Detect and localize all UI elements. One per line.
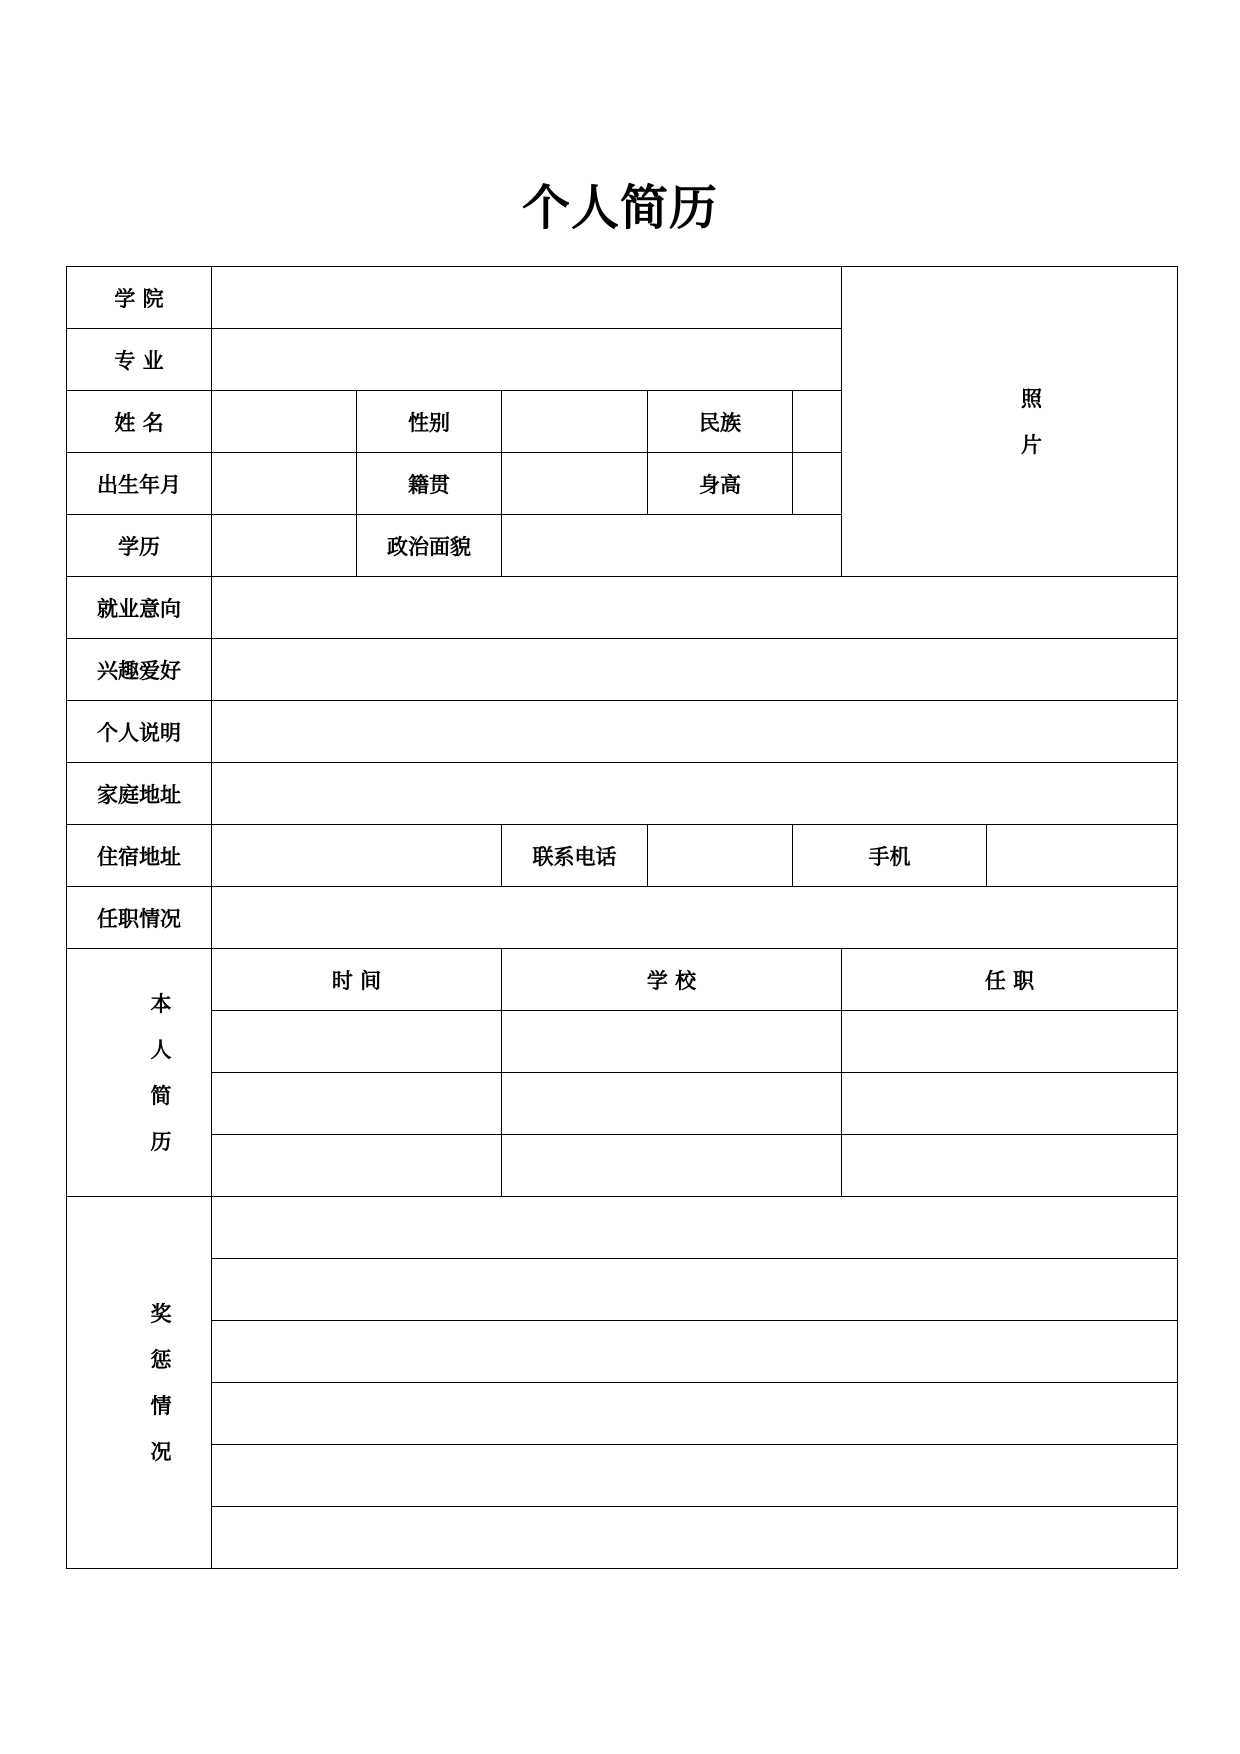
awards-section-text: 奖惩情况 [150, 1301, 172, 1464]
label-personal-statement: 个人说明 [67, 701, 212, 763]
row-dorm-address [67, 825, 1178, 887]
college-field[interactable] [212, 267, 842, 329]
awards-line[interactable] [212, 1259, 1178, 1321]
awards-section-label [67, 1197, 212, 1569]
major-field[interactable] [212, 329, 842, 391]
home-address-field[interactable] [212, 763, 1178, 825]
resume-row [67, 1135, 1178, 1197]
dorm-address-field[interactable] [212, 825, 502, 887]
label-height: 身高 [648, 453, 793, 515]
resume-time-cell[interactable] [212, 1135, 502, 1197]
awards-row [67, 1383, 1178, 1445]
label-gender: 性别 [357, 391, 502, 453]
resume-position-cell[interactable] [842, 1135, 1178, 1197]
label-mobile: 手机 [793, 825, 987, 887]
hobbies-field[interactable] [212, 639, 1178, 701]
resume-header-time: 时 间 [212, 949, 502, 1011]
resume-section-text: 本人简历 [150, 991, 172, 1154]
resume-row [67, 1011, 1178, 1073]
resume-row [67, 1073, 1178, 1135]
row-hobbies [67, 639, 1178, 701]
label-dorm-address: 住宿地址 [67, 825, 212, 887]
contact-phone-field[interactable] [648, 825, 793, 887]
awards-row [67, 1197, 1178, 1259]
resume-position-cell[interactable] [842, 1011, 1178, 1073]
label-major: 专 业 [67, 329, 212, 391]
mobile-field[interactable] [987, 825, 1178, 887]
gender-field[interactable] [502, 391, 648, 453]
row-job-intention [67, 577, 1178, 639]
awards-line[interactable] [212, 1321, 1178, 1383]
label-birth: 出生年月 [67, 453, 212, 515]
awards-line[interactable] [212, 1383, 1178, 1445]
label-education: 学历 [67, 515, 212, 577]
name-field[interactable] [212, 391, 357, 453]
label-political-status: 政治面貌 [357, 515, 502, 577]
education-field[interactable] [212, 515, 357, 577]
political-status-field[interactable] [502, 515, 842, 577]
awards-row [67, 1445, 1178, 1507]
row-positions [67, 887, 1178, 949]
resume-header-row [67, 949, 1178, 1011]
personal-statement-field[interactable] [212, 701, 1178, 763]
row-college [67, 267, 1178, 329]
page-title: 个人简历 [521, 180, 718, 236]
native-place-field[interactable] [502, 453, 648, 515]
label-job-intention: 就业意向 [67, 577, 212, 639]
label-home-address: 家庭地址 [67, 763, 212, 825]
resume-time-cell[interactable] [212, 1073, 502, 1135]
label-contact-phone: 联系电话 [502, 825, 648, 887]
row-home-address [67, 763, 1178, 825]
job-intention-field[interactable] [212, 577, 1178, 639]
height-field[interactable] [793, 453, 842, 515]
label-ethnicity: 民族 [648, 391, 793, 453]
resume-school-cell[interactable] [502, 1011, 842, 1073]
resume-header-school: 学 校 [502, 949, 842, 1011]
awards-row [67, 1507, 1178, 1569]
awards-line[interactable] [212, 1445, 1178, 1507]
awards-line[interactable] [212, 1197, 1178, 1259]
photo-box [842, 267, 1178, 577]
awards-row [67, 1259, 1178, 1321]
awards-line[interactable] [212, 1507, 1178, 1569]
positions-field[interactable] [212, 887, 1178, 949]
row-personal-statement [67, 701, 1178, 763]
resume-school-cell[interactable] [502, 1073, 842, 1135]
resume-header-position: 任 职 [842, 949, 1178, 1011]
awards-row [67, 1321, 1178, 1383]
resume-school-cell[interactable] [502, 1135, 842, 1197]
label-native-place: 籍贯 [357, 453, 502, 515]
label-hobbies: 兴趣爱好 [67, 639, 212, 701]
resume-form-table [66, 266, 1178, 1569]
label-positions: 任职情况 [67, 887, 212, 949]
resume-section-label [67, 949, 212, 1197]
resume-position-cell[interactable] [842, 1073, 1178, 1135]
resume-time-cell[interactable] [212, 1011, 502, 1073]
label-name: 姓 名 [67, 391, 212, 453]
photo-label: 照片 [1020, 386, 1042, 457]
birth-field[interactable] [212, 453, 357, 515]
ethnicity-field[interactable] [793, 391, 842, 453]
label-college: 学 院 [67, 267, 212, 329]
